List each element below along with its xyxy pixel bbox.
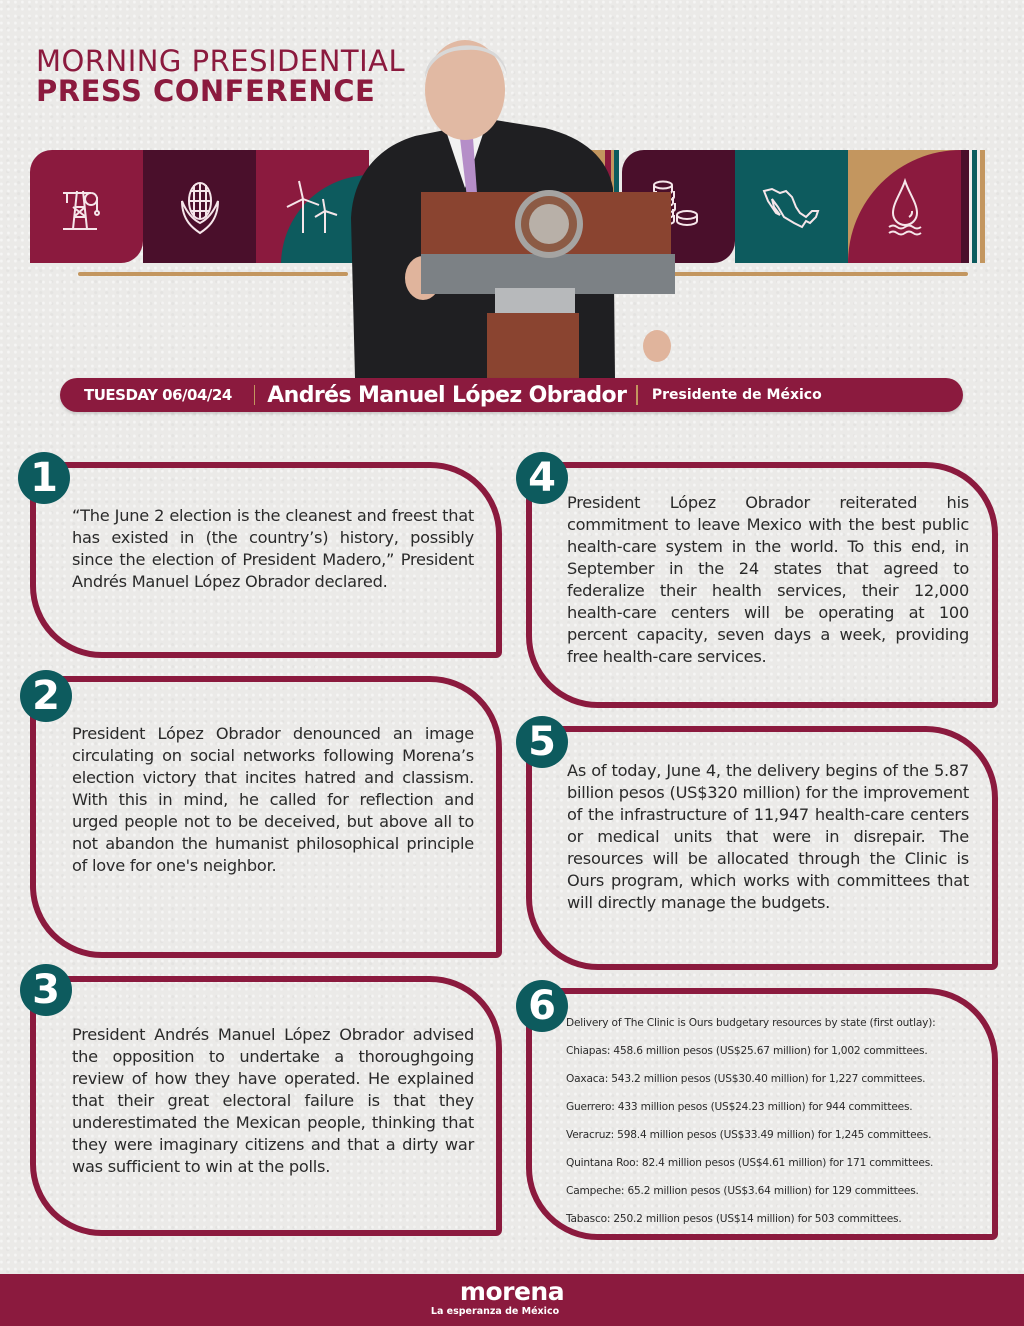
list-item: Quintana Roo: 82.4 million pesos (US$4.61 million) for 171 committees. <box>566 1157 934 1169</box>
card-4-text: President López Obrador reiterated his commitment to leave Mexico with the best public health-care system in the world. To this end, in September in the 24 states that agreed to federalize their health services, their 12,000 health-care centers will be operating at 100 percent capacity, seven days a week, providing free health-care services. <box>567 493 969 666</box>
stripe-gold-2 <box>980 150 985 263</box>
divider <box>636 385 638 405</box>
card-5-text: As of today, June 4, the delivery begins of the 5.87 billion pesos (US$320 million) for the improvement of the infrastructure of 11,947 health-care centers or medical units that were in disrepair. The resources will be allocated through the Clinic is Ours program, which works with committees that will directly manage the budgets. <box>567 761 969 912</box>
speaker-role: Presidente de México <box>651 387 822 403</box>
divider <box>254 385 256 405</box>
footer-tagline: La esperanza de México <box>430 1306 560 1317</box>
state-budget-list <box>566 1016 936 1240</box>
footer <box>0 1274 1024 1326</box>
morena-logo: morena <box>459 1277 565 1306</box>
number-badge-1: 1 <box>18 452 70 504</box>
card-2-text: President López Obrador denounced an image circulating on social networks following Morena’s election victory that incites hatred and classism. With this in mind, he called for reflection and urged people not to be deceived, but above all to not abandon the humanist philosophical principle of love for one's neighbor. <box>72 724 474 875</box>
icon-banner-left <box>30 150 369 263</box>
number-badge-6: 6 <box>516 980 568 1032</box>
conference-date: TUESDAY 06/04/24 <box>84 386 232 404</box>
number-badge-4: 4 <box>516 452 568 504</box>
number-badge-2: 2 <box>20 670 72 722</box>
stripe-plum <box>961 150 969 263</box>
tile-corn <box>143 150 256 263</box>
card-3-text: President Andrés Manuel López Obrador advised the opposition to undertake a thoroughgoing review of how they have operated. He explained that their great electoral failure is that they underestimated the Mexican people, thinking that they were imaginary citizens and that a dirty war was sufficient to win at the polls. <box>72 1025 474 1176</box>
list-item: Guerrero: 433 million pesos (US$24.23 million) for 944 committees. <box>566 1101 913 1113</box>
mexico-map-icon <box>762 177 822 237</box>
gold-divider-left <box>78 272 348 276</box>
number-badge-3: 3 <box>20 964 72 1016</box>
info-bar <box>60 378 963 412</box>
title-line-1: MORNING PRESIDENTIAL <box>36 44 406 78</box>
corn-icon <box>170 177 230 237</box>
list-item: Veracruz: 598.4 million pesos (US$33.49 million) for 1,245 committees. <box>566 1129 932 1141</box>
card-1-text: “The June 2 election is the cleanest and freest that has existed in (the country’s) history, possibly since the election of President Madero,” President Andrés Manuel López Obrador declared. <box>72 506 474 591</box>
oil-pump-icon <box>57 177 117 237</box>
list-item: Tabasco: 250.2 million pesos (US$14 million) for 503 committees. <box>566 1213 902 1225</box>
tile-map <box>735 150 848 263</box>
wind-turbine-icon <box>283 177 343 237</box>
title-line-2: PRESS CONFERENCE <box>36 74 376 108</box>
tile-water <box>848 150 961 263</box>
president-photo <box>345 28 681 378</box>
tile-oil <box>30 150 143 263</box>
list-item: Chiapas: 458.6 million pesos (US$25.67 million) for 1,002 committees. <box>566 1045 928 1057</box>
water-drop-icon <box>875 177 935 237</box>
number-badge-5: 5 <box>516 716 568 768</box>
list-item: Oaxaca: 543.2 million pesos (US$30.40 million) for 1,227 committees. <box>566 1073 926 1085</box>
gold-divider-right <box>670 272 968 276</box>
list-item: Campeche: 65.2 million pesos (US$3.64 million) for 129 committees. <box>566 1185 919 1197</box>
list-heading: Delivery of The Clinic is Ours budgetary resources by state (first outlay): <box>566 1017 936 1029</box>
speaker-name: Andrés Manuel López Obrador <box>267 382 627 408</box>
